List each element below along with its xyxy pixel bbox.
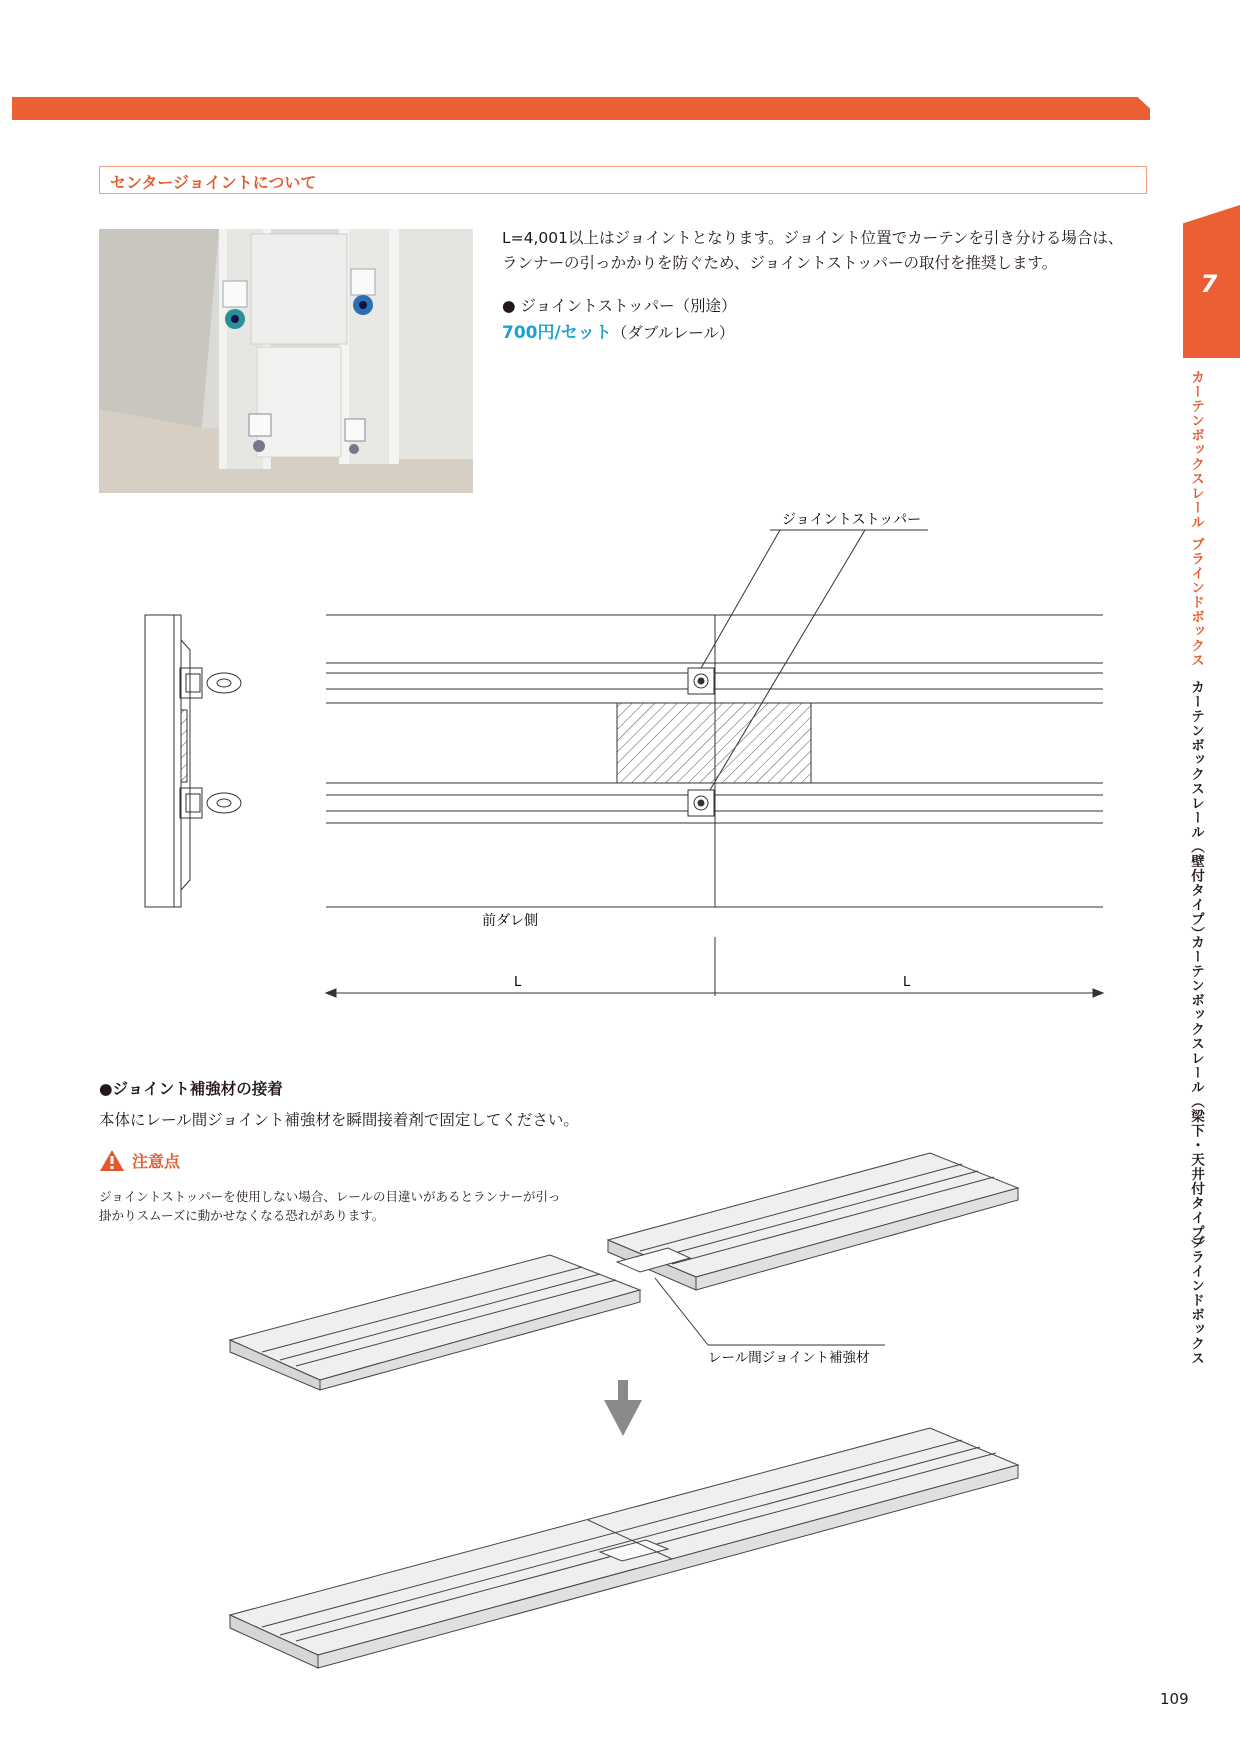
intro-line-1: L=4,001以上はジョイントとなります。ジョイント位置でカーテンを引き分ける場合は、 (502, 229, 1124, 247)
section-title: センタージョイントについて (99, 166, 1147, 194)
chapter-number: 7 (1200, 270, 1218, 298)
header-bar (12, 97, 1150, 120)
dimension-line (326, 937, 1103, 997)
rail-photo (99, 229, 473, 493)
page-number: 109 (1160, 1690, 1189, 1708)
product-bullet: ● ジョイントストッパー（別途） (502, 297, 737, 315)
side-tab-blind-box[interactable]: ブラインドボックス (1188, 537, 1204, 668)
intro-text (502, 226, 1182, 276)
joint-stopper-upper (688, 668, 714, 694)
joint-diagram (0, 500, 1120, 1020)
down-arrow-icon (604, 1380, 642, 1436)
rail-top-view (326, 615, 1103, 907)
rail-joined (230, 1428, 1018, 1668)
dim-left: L (514, 975, 522, 990)
dim-right: L (903, 975, 911, 990)
rail-piece-left (230, 1255, 640, 1390)
caution-line-1: ジョイントストッパーを使用しない場合、レールの目違いがあるとランナーが引っ (99, 1189, 561, 1204)
side-tab-wall-type[interactable]: カーテンボックスレール（壁付タイプ） (1188, 680, 1204, 941)
intro-line-2: ランナーの引っかかりを防ぐため、ジョイントストッパーの取付を推奨します。 (502, 254, 1058, 272)
runner-left (223, 281, 247, 329)
price-note: （ダブルレール） (611, 324, 735, 342)
side-tab-curtain-box-rail[interactable]: カーテンボックスレール (1188, 370, 1204, 530)
runner-right (351, 269, 375, 315)
reinforcement-label: レール間ジョイント補強材 (708, 1350, 870, 1366)
front-side-label: 前ダレ側 (482, 913, 538, 929)
join-body: 本体にレール間ジョイント補強材を瞬間接着剤で固定してください。 (99, 1111, 579, 1129)
side-tab-ceiling-type[interactable]: カーテンボックスレール（梁下・天井付タイプ） (1188, 935, 1204, 1254)
callout-label: ジョイントストッパー (782, 512, 922, 528)
caution-title: 注意点 (132, 1152, 181, 1171)
joint-stopper-lower (688, 790, 714, 816)
warning-icon (100, 1150, 124, 1171)
join-heading: ●ジョイント補強材の接着 (99, 1080, 283, 1098)
caution-heading (100, 1149, 180, 1172)
price: 700円/セット (502, 323, 612, 343)
rail-cross-section (145, 615, 241, 907)
caution-line-2: 掛かりスムーズに動かせなくなる恐れがあります。 (99, 1208, 385, 1223)
side-tab-blind-box-2[interactable]: ブラインドボックス (1188, 1235, 1204, 1366)
reinforcement-illustration (220, 1140, 1040, 1680)
price-line (502, 318, 734, 343)
rail-piece-right (608, 1153, 1018, 1290)
